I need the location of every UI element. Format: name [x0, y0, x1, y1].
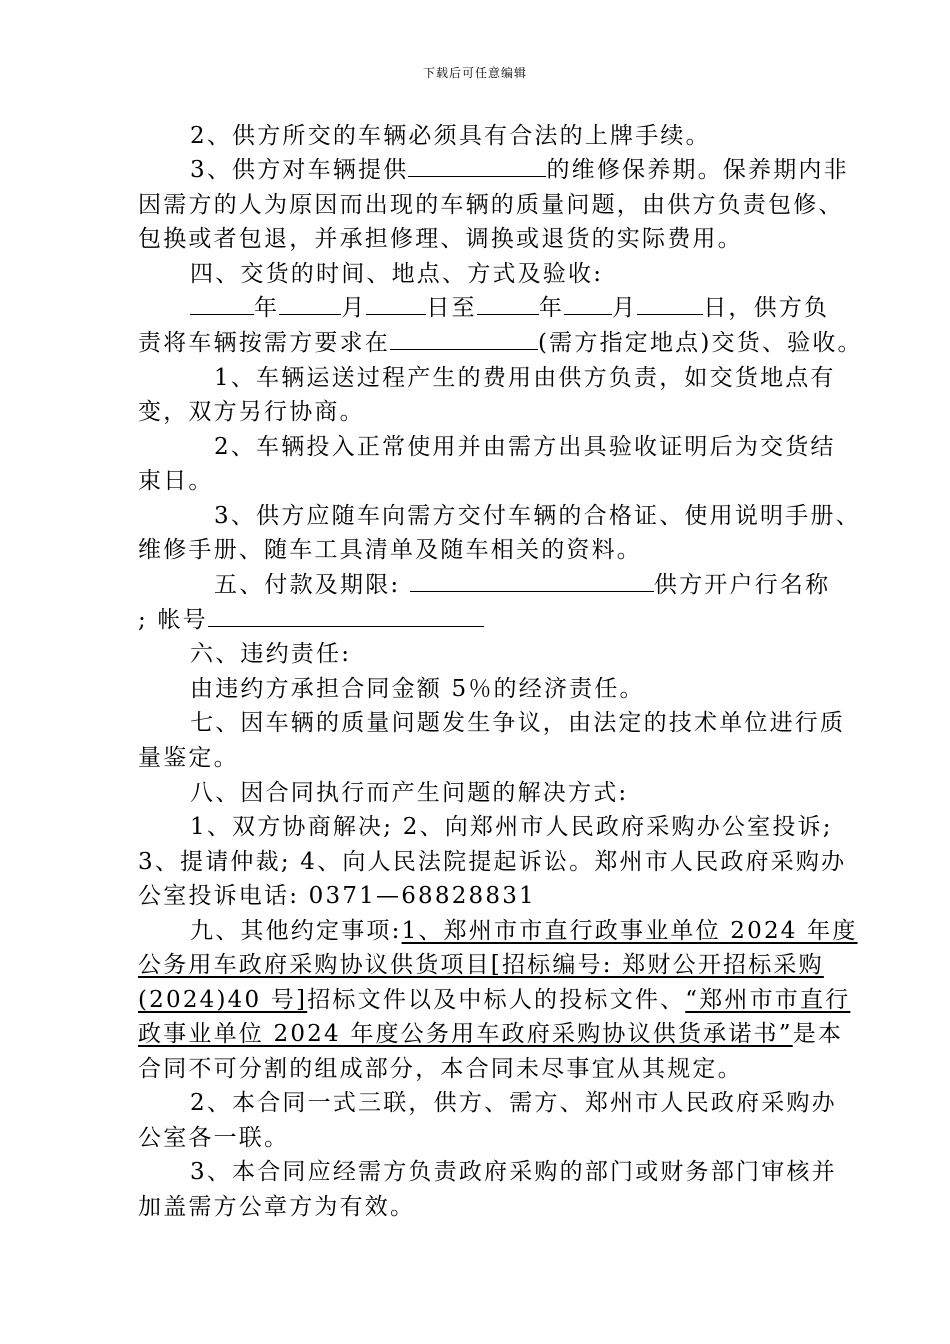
page-header: 下载后可任意编辑 — [422, 66, 527, 80]
section-7-line-1: 七、因车辆的质量问题发生争议，由法定的技术单位进行质 — [190, 710, 846, 736]
section-9-item-3-line-1: 3、本合同应经需方负责政府采购的部门或财务部门审核并 — [190, 1159, 837, 1185]
section-9-underlined-text-1: 1、郑州市市直行政事业单位 2024 年度 — [401, 918, 858, 944]
delivery-item-1-line-2: 变，双方另行协商。 — [138, 399, 365, 425]
year-blank-1 — [190, 292, 254, 315]
section-8-line-1: 1、双方协商解决; 2、向郑州市人民政府采购办公室投诉; — [190, 814, 833, 840]
year-label-1: 年 — [254, 295, 280, 321]
payment-term-blank — [410, 569, 654, 592]
month-label-2: 月 — [612, 295, 638, 321]
section-9-line-4 — [138, 1017, 843, 1051]
delivery-item-1-line-1: 1、车辆运送过程产生的费用由供方负责，如交货地点有 — [214, 365, 836, 391]
clause-3-text-a: 3、供方对车辆提供 — [190, 157, 409, 183]
section-6-text: 由违约方承担合同金额 5％的经济责任。 — [190, 676, 645, 702]
section-5-heading: 五、付款及期限: — [214, 572, 401, 598]
delivery-item-2-line-1: 2、车辆投入正常使用并由需方出具验收证明后为交货结 — [214, 434, 836, 460]
clause-3-line-3: 包换或者包退，并承担修理、调换或退货的实际费用。 — [138, 226, 743, 252]
delivery-item-3-line-2: 维修手册、随车工具清单及随车相关的资料。 — [138, 537, 642, 563]
year-label-2: 年 — [538, 295, 565, 321]
delivery-location-text-a: 责将车辆按需方要求在 — [138, 330, 390, 356]
section-9-text-tail: 是本 — [792, 1021, 844, 1047]
month-blank-1 — [279, 292, 341, 315]
section-9-line-2: 公务用车政府采购协议供货项目[招标编号: 郑财公开招标采购 — [138, 952, 824, 978]
tender-number-text: (2024)40 号] — [138, 987, 308, 1013]
warranty-period-blank — [408, 154, 546, 177]
month-label-1: 月 — [341, 295, 367, 321]
day-blank-2 — [637, 292, 703, 315]
commitment-title-start: “郑州市市直行 — [685, 987, 851, 1013]
section-7-line-2: 量鉴定。 — [138, 745, 239, 771]
bank-name-label: 供方开户行名称 — [653, 572, 831, 598]
section-5-line-1 — [214, 568, 830, 602]
delivery-date-line — [190, 291, 829, 325]
section-9-line-5: 合同不可分割的组成部分，本合同未尽事宜从其规定。 — [138, 1056, 743, 1082]
month-blank-2 — [564, 292, 612, 315]
section-9-item-3-line-2: 加盖需方公章方为有效。 — [138, 1194, 416, 1220]
section-8-line-3: 公室投诉电话: 0371—68828831 — [138, 883, 536, 909]
account-label: ; 帐号 — [138, 607, 208, 633]
section-9-line-1 — [190, 914, 858, 948]
clause-2-line: 2、供方所交的车辆必须具有合法的上牌手续。 — [190, 123, 711, 149]
section-9-line-3 — [138, 983, 850, 1017]
commitment-title-end: 政事业单位 2024 年度公务用车政府采购协议供货承诺书” — [138, 1021, 793, 1047]
delivery-location-text-b: (需方指定地点)交货、验收。 — [538, 330, 863, 356]
delivery-item-2-line-2: 束日。 — [138, 468, 214, 494]
day-blank-1 — [366, 292, 426, 315]
clause-3-line-1 — [190, 153, 849, 187]
section-9-heading: 九、其他约定事项: — [190, 918, 402, 944]
section-9-item-2-line-2: 公室各一联。 — [138, 1125, 290, 1151]
delivery-location-line — [138, 326, 863, 360]
account-number-blank — [208, 604, 484, 627]
delivery-location-blank — [390, 327, 538, 350]
section-8-line-2: 3、提请仲裁; 4、向人民法院提起诉讼。郑州市人民政府采购办 — [138, 849, 847, 875]
year-blank-2 — [477, 292, 539, 315]
delivery-item-3-line-1: 3、供方应随车向需方交付车辆的合格证、使用说明手册、 — [214, 503, 861, 529]
clause-3-line-2: 因需方的人为原因而出现的车辆的质量问题，由供方负责包修、 — [138, 192, 844, 218]
tender-docs-text: 招标文件以及中标人的投标文件、 — [307, 987, 686, 1013]
section-5-line-2 — [138, 603, 484, 637]
day-label-2: 日，供方负 — [703, 295, 830, 321]
section-9-item-2-line-1: 2、本合同一式三联，供方、需方、郑州市人民政府采购办 — [190, 1090, 837, 1116]
section-4-heading: 四、交货的时间、地点、方式及验收: — [190, 261, 604, 287]
section-8-heading: 八、因合同执行而产生问题的解决方式: — [190, 780, 629, 806]
clause-3-text-b: 的维修保养期。保养期内非 — [546, 157, 849, 183]
section-6-heading: 六、违约责任: — [190, 641, 352, 667]
day-label-1: 日至 — [426, 295, 477, 321]
